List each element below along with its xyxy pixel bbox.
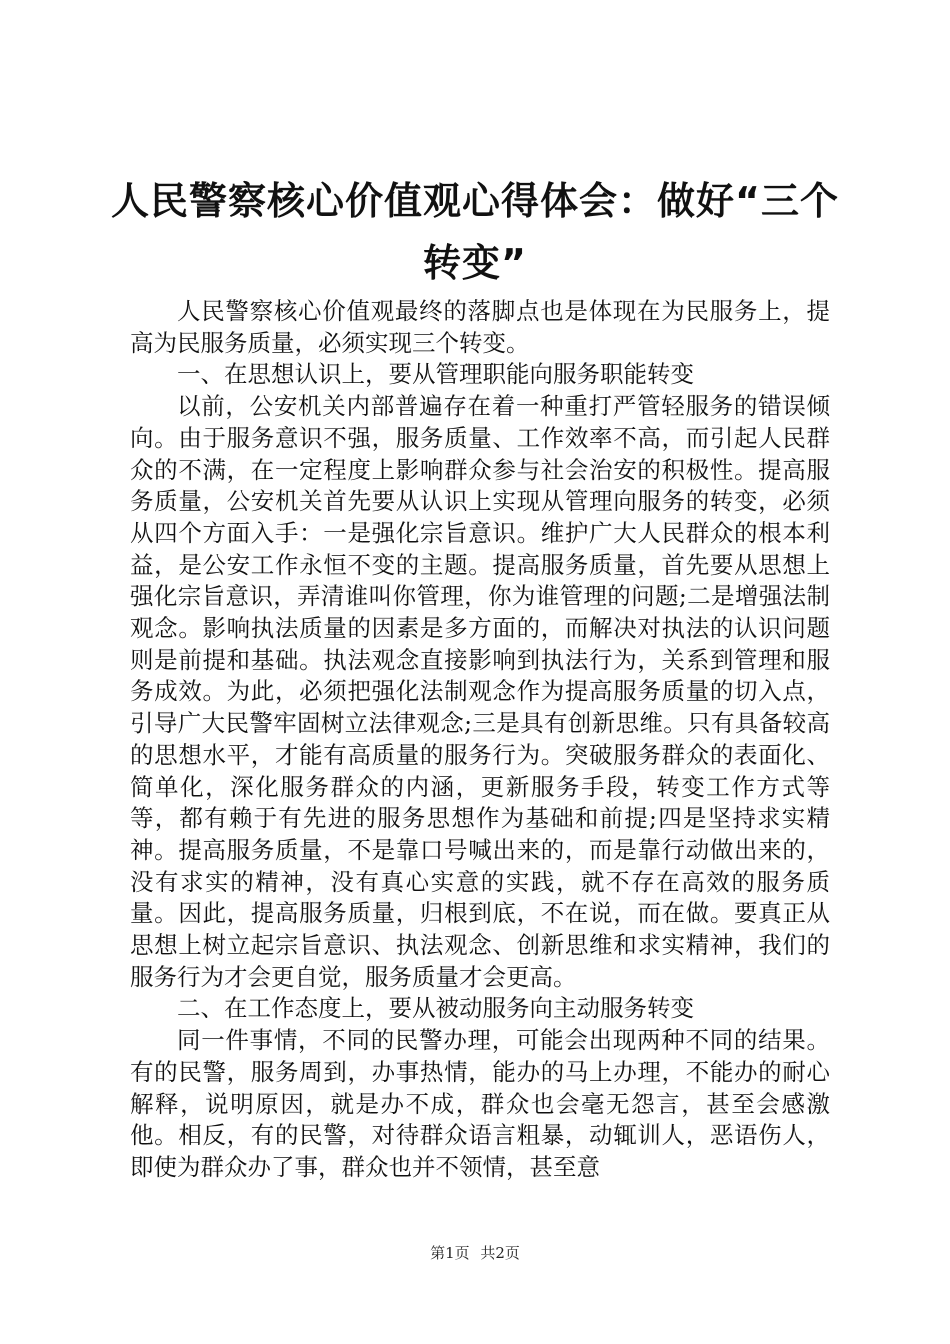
- page-number-current: 第1页: [430, 1244, 470, 1262]
- paragraph-section-2: 同一件事情，不同的民警办理，可能会出现两种不同的结果。有的民警，服务周到，办事热情，能办的马上办理，不能办的耐心解释，说明原因，就是办不成，群众也会毫无怨言，甚至会感激他。相反，有的民警，对待群众语言粗暴，动辄训人，恶语伤人，即使为群众办了事，群众也并不领情，甚至意: [130, 1026, 830, 1181]
- document-title: 人民警察核心价值观心得体会：做好“三个转变”: [111, 179, 839, 285]
- document-body: [130, 296, 830, 1184]
- paragraph-intro: 人民警察核心价值观最终的落脚点也是体现在为民服务上，提高为民服务质量，必须实现三个转变。: [130, 297, 830, 357]
- page-number-total: 共2页: [480, 1244, 520, 1262]
- section-heading-2: 二、在工作态度上，要从被动服务向主动服务转变: [177, 994, 694, 1023]
- paragraph-section-1: 以前，公安机关内部普遍存在着一种重打严管轻服务的错误倾向。由于服务意识不强，服务质量、工作效率不高，而引起人民群众的不满，在一定程度上影响群众参与社会治安的积极性。提高服务质量，公安机关首先要从认识上实现从管理向服务的转变，必须从四个方面入手：一是强化宗旨意识。维护广大人民群众的根本利益，是公安工作永恒不变的主题。提高服务质量，首先要从思想上强化宗旨意识，弄清谁叫你管理，你为谁管理的问题;二是增强法制观念。影响执法质量的因素是多方面的，而解决对执法的认识问题则是前提和基础。执法观念直接影响到执法行为，关系到管理和服务成效。为此，必须把强化法制观念作为提高服务质量的切入点，引导广大民警牢固树立法律观念;三是具有创新思维。只有具备较高的思想水平，才能有高质量的服务行为。突破服务群众的表面化、简单化，深化服务群众的内涵，更新服务手段，转变工作方式等等，都有赖于有先进的服务思想作为基础和前提;四是坚持求实精神。提高服务质量，不是靠口号喊出来的，而是靠行动做出来的，没有求实的精神，没有真心实意的实践，就不存在高效的服务质量。因此，提高服务质量，归根到底，不在说，而在做。要真正从思想上树立起宗旨意识、执法观念、创新思维和求实精神，我们的服务行为才会更自觉，服务质量才会更高。: [130, 392, 830, 991]
- page-footer: [0, 1243, 950, 1263]
- section-heading-1: 一、在思想认识上，要从管理职能向服务职能转变: [177, 360, 694, 389]
